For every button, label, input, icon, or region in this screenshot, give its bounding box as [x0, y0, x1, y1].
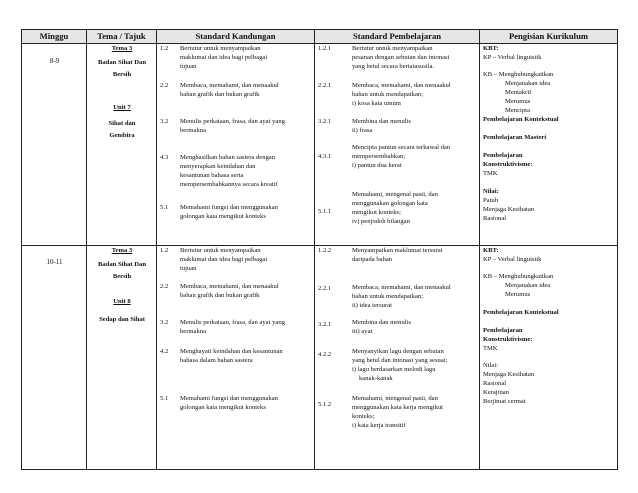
kb-item: Merumus: [505, 98, 531, 105]
sp-line: i) lagu berdasarkan melodi lagu: [352, 366, 436, 373]
sk-num: 1.2: [160, 247, 169, 254]
sp-line: pesanan dengan sebutan dan intonasi: [352, 54, 450, 61]
sp-line: Membaca, memahami, dan menaakul: [352, 284, 451, 291]
sk-line: bahan grafik dan bukan grafik: [180, 292, 260, 299]
sp-line: menggunakan kata kerja mengikut: [352, 404, 443, 411]
tema-name: Bersih: [112, 273, 132, 280]
sp-num: 1.2.2: [318, 247, 332, 254]
sk-line: maklumat dan idea bagi pelbagai: [180, 54, 268, 61]
pk-konstruktivisme: Konstruktivisme:: [483, 336, 533, 343]
sp-line: mengikut konteks;: [352, 209, 401, 216]
sp-line: Bertutur untuk menyampaikan: [352, 45, 433, 52]
tema-title: Tema 3: [111, 45, 133, 52]
cell-sp: [315, 246, 480, 470]
sp-line: ii) frasa: [352, 127, 373, 134]
kb-line: KB – Menghubungkaitkan: [483, 71, 554, 78]
pk-konstruktivisme: Konstruktivisme:: [483, 161, 533, 168]
table-row: [22, 246, 618, 470]
sp-line: i) kosa kata umum: [352, 100, 401, 107]
header-sp: Standard Pembelajaran: [315, 30, 480, 44]
sk-num: 5.1: [160, 204, 169, 211]
nilai-item: Kerajinan: [483, 389, 509, 396]
kbt-title: KBT:: [483, 247, 499, 254]
sp-line: yang betul dan intonasi yang sesuai;: [352, 357, 448, 364]
sp-line: Memahami, mengenal pasti, dan: [352, 395, 438, 402]
cell-minggu: [22, 246, 87, 470]
sp-num: 3.2.1: [318, 118, 332, 125]
sp-line: Membaca, memahami, dan menaakul: [352, 82, 451, 89]
pk-konstruktivisme: Pembelajaran: [483, 327, 523, 334]
sk-line: maklumat dan idea bagi pelbagai: [180, 256, 268, 263]
sk-num: 1.2: [160, 45, 169, 52]
cell-pk: [480, 246, 618, 470]
sp-line: bahan untuk mendapatkan;: [352, 91, 424, 98]
sk-line: Membaca, memahami, dan menaakul: [180, 82, 279, 89]
tema-name: Badan Sihat Dan: [97, 59, 146, 66]
rpt-table: [21, 29, 618, 470]
sp-num: 3.2.1: [318, 321, 332, 328]
header-pk: Pengisian Kurikulum: [480, 30, 618, 44]
sk-line: Menghayati keindahan dan kesantunan: [180, 348, 283, 355]
sp-line: yang betul secara bertatasusila.: [352, 63, 435, 70]
header-sk: Standard Kandungan: [157, 30, 315, 44]
kb-item: Menjanakan idea: [505, 282, 551, 289]
pk-kontekstual: Pembelajaran Kontekstual: [483, 309, 559, 316]
table-row: [22, 44, 618, 246]
nilai-title: Nilai:: [483, 188, 499, 195]
sk-line: Menghasilkan bahan sastera dengan: [180, 154, 276, 161]
sp-line: i) pantun dua kerat: [352, 162, 402, 169]
nilai-item: Patuh: [483, 197, 499, 204]
sk-line: Memahami fungsi dan menggunakan: [180, 395, 278, 402]
cell-tema: [87, 44, 157, 246]
sk-line: golongan kata mengikut konteks: [180, 404, 266, 411]
sk-line: Menulis perkataan, frasa, dan ayat yang: [180, 319, 285, 326]
sp-line: Mencipta pantun secara terkawal dan: [352, 144, 451, 151]
sp-line: iii) ayat: [352, 328, 373, 335]
nilai-item: Rasional: [483, 380, 507, 387]
header-row: [22, 30, 618, 44]
unit-title: Unit 8: [113, 298, 131, 305]
sp-num: 4.3.1: [318, 153, 332, 160]
sp-line: kanak-kanak: [359, 375, 393, 382]
sp-line: Membina dan menulis: [352, 319, 411, 326]
pk-tmk: TMK: [483, 345, 498, 352]
sk-num: 5.1: [160, 395, 169, 402]
tema-name: Bersih: [112, 71, 132, 78]
minggu-value: 8-9: [49, 57, 60, 65]
header-tema: Tema / Tajuk: [87, 30, 157, 44]
sp-line: Membina dan menulis: [352, 118, 411, 125]
sk-line: tujuan: [180, 265, 197, 272]
unit-name: Gembira: [109, 132, 135, 139]
sk-line: golongan kata mengikut konteks: [180, 213, 266, 220]
sk-line: tujuan: [180, 63, 197, 70]
header-minggu: Minggu: [22, 30, 87, 44]
sk-line: Memahami fungsi dan menggunakan: [180, 204, 278, 211]
pk-tmk: TMK: [483, 170, 498, 177]
sp-line: Memahami, mengenal pasti, dan: [352, 191, 438, 198]
cell-sp: [315, 44, 480, 246]
pk-konstruktivisme: Pembelajaran: [483, 152, 523, 159]
sp-line: mempersembahkan;: [352, 153, 406, 160]
cell-sk: [157, 246, 315, 470]
cell-tema: [87, 246, 157, 470]
sk-line: Membaca, memahami, dan menaakul: [180, 283, 279, 290]
sp-num: 5.1.1: [318, 208, 332, 215]
minggu-value: 10-11: [46, 258, 63, 266]
nilai-title: Nilai:: [483, 362, 499, 369]
sk-line: bahasa dalam bahan sastera: [180, 357, 253, 364]
kb-item: Mentakrif: [505, 89, 532, 96]
kb-line: KB – Menghubungkaitkan: [483, 273, 554, 280]
sk-line: mempersembahkannya secara kreatif: [180, 181, 278, 188]
sp-line: konteks;: [352, 413, 375, 420]
sp-line: daripada bahan: [352, 256, 393, 263]
sk-line: menyerapkan keindahan dan: [180, 163, 256, 170]
sk-line: bermakna: [180, 127, 206, 134]
sp-line: i) kata kerja transitif: [352, 422, 406, 429]
nilai-item: Menjaga Kesihatan: [483, 206, 535, 213]
sk-num: 2.2: [160, 283, 169, 290]
sk-line: bahan grafik dan bukan grafik: [180, 91, 260, 98]
tema-name: Badan Sihat Dan: [97, 261, 146, 268]
kbt-line: KP – Verbal linguistik: [483, 54, 542, 61]
cell-pk: [480, 44, 618, 246]
sk-num: 2.2: [160, 82, 169, 89]
sk-num: 3.2: [160, 319, 169, 326]
kb-item: Mencipta: [505, 107, 530, 114]
unit-name: Sihat dan: [108, 120, 136, 127]
kb-item: Menjanakan idea: [505, 80, 551, 87]
sp-num: 1.2.1: [318, 45, 332, 52]
pk-kontekstual: Pembelajaran Kontekstual: [483, 116, 559, 123]
sp-num: 4.2.2: [318, 351, 332, 358]
sk-num: 4.2: [160, 348, 169, 355]
sk-num: 4.3: [160, 154, 169, 161]
pk-masteri: Pembelajaran Masteri: [483, 134, 547, 141]
nilai-item: Menjaga Kesihatan: [483, 371, 535, 378]
cell-sk: [157, 44, 315, 246]
sp-num: 2.2.1: [318, 285, 332, 292]
nilai-item: Rasional: [483, 215, 507, 222]
unit-title: Unit 7: [113, 104, 131, 111]
sp-line: Menyampaikan maklumat tersurat: [352, 247, 443, 254]
sk-num: 3.2: [160, 118, 169, 125]
sk-line: kesantunan bahasa serta: [180, 172, 244, 179]
sp-line: ii) idea tersurat: [352, 302, 392, 309]
sp-num: 2.2.1: [318, 82, 332, 89]
sk-line: bermakna: [180, 328, 206, 335]
sp-line: iv) penjodoh bilangan: [352, 218, 410, 225]
cell-minggu: [22, 44, 87, 246]
sk-line: Bertutur untuk menyampaikan: [180, 247, 261, 254]
sp-line: menggunakan golongan kata: [352, 200, 428, 207]
kb-item: Merumus: [505, 291, 531, 298]
kbt-title: KBT:: [483, 45, 499, 52]
unit-name: Sedap dan Sihat: [99, 316, 145, 323]
sk-line: Menulis perkataan, frasa, dan ayat yang: [180, 118, 285, 125]
sp-num: 5.1.2: [318, 401, 332, 408]
nilai-item: Berjimat cermat: [483, 398, 526, 405]
tema-title: Tema 3: [111, 247, 133, 254]
sp-line: Menyanyikan lagu dengan sebutan: [352, 348, 444, 355]
sp-line: bahan untuk mendapatkan;: [352, 293, 424, 300]
kbt-line: KP – Verbal linguistik: [483, 256, 542, 263]
sk-line: Bertutur untuk menyampaikan: [180, 45, 261, 52]
